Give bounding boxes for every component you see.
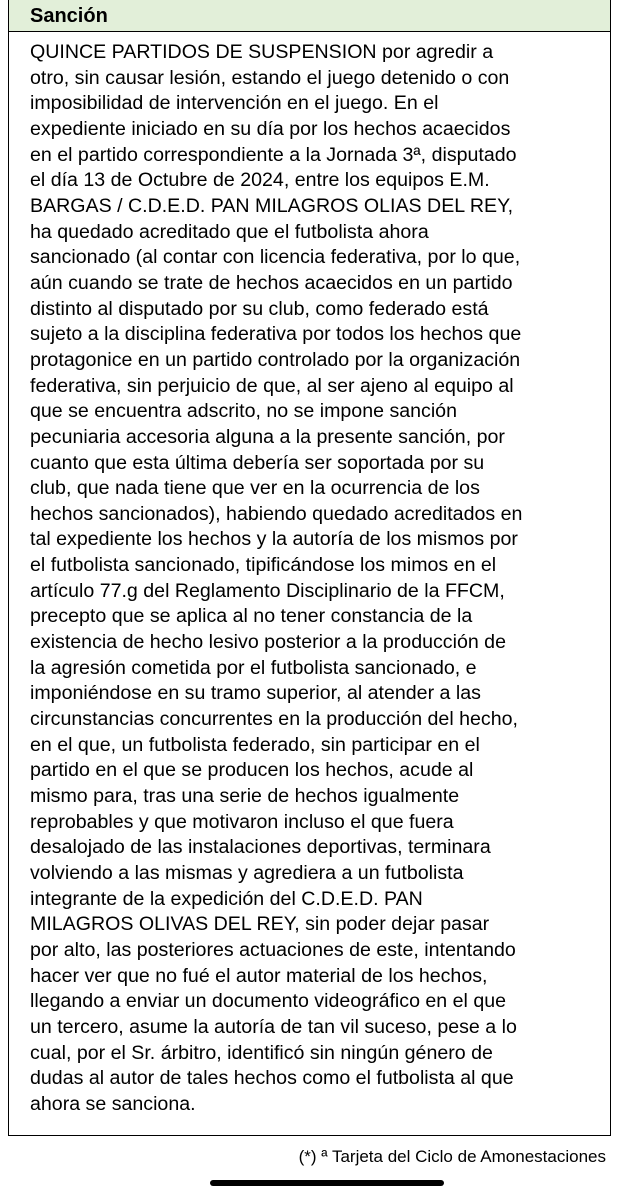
sanction-text-line: hechos sancionados), habiendo quedado acreditados en [30, 502, 523, 525]
sanction-text-line: precepto que se aplica al no tener constancia de la [30, 605, 473, 628]
sanction-text-line: integrante de la expedición del C.D.E.D. PAN [30, 887, 423, 910]
sanction-text [9, 32, 610, 1135]
sanction-text-line: el futbolista sancionado, tipificándose los mimos en el [30, 554, 497, 577]
sanction-text-line: ha quedado acreditado que el futbolista ahora [30, 220, 429, 243]
sanction-text-line: protagonice en un partido controlado por la organización [30, 348, 521, 371]
sanction-text-line: aún cuando se trate de hechos acaecidos en un partido [30, 271, 513, 294]
sanction-text-line: la agresión cometida por el futbolista sancionado, e [30, 656, 477, 679]
sanction-text-line: dudas al autor de tales hechos como el futbolista al que [30, 1067, 514, 1090]
sanction-text-line: cual, por el Sr. árbitro, identificó sin ningún género de [30, 1041, 493, 1064]
sanction-text-line: imposibilidad de intervención en el juego. En el [30, 92, 439, 115]
sanction-text-line: BARGAS / C.D.E.D. PAN MILAGROS OLIAS DEL REY, [30, 194, 514, 217]
sanction-text-line: MILAGROS OLIVAS DEL REY, sin poder dejar pasar [30, 913, 490, 936]
sanction-text-line: imponiéndose en su tramo superior, al atender a las [30, 682, 481, 705]
sanction-text-line: partido en el que se producen los hechos, acude al [30, 759, 474, 782]
sanction-text-line: existencia de hecho lesivo posterior a la producción de [30, 631, 506, 654]
sanction-text-line: ahora se sanciona. [30, 1092, 196, 1115]
sanction-text-line: por alto, las posteriores actuaciones de este, intentando [30, 938, 516, 961]
sanction-text-line: en el partido correspondiente a la Jornada 3ª, disputado [30, 143, 517, 166]
sanction-text-line: volviendo a las mismas y agrediera a un futbolista [30, 862, 464, 884]
sanction-text-line: sujeto a la disciplina federativa por todos los hechos que [30, 323, 522, 346]
sanction-text-line: reprobables y que motivaron incluso el que fuera [30, 810, 454, 833]
sanction-text-line: un tercero, asume la autoría de tan vil suceso, pese a lo [30, 1015, 517, 1038]
sanction-text-line: tal expediente los hechos y la autoría de los mismos por [30, 528, 518, 551]
home-indicator[interactable] [210, 1180, 444, 1186]
sanction-text-line: otro, sin causar lesión, estando el juego detenido o con [30, 66, 510, 89]
sanction-text-line: desalojado de las instalaciones deportivas, terminara [30, 836, 491, 859]
sanction-text-line: el día 13 de Octubre de 2024, entre los equipos E.M. [30, 169, 490, 192]
sanction-text-line: QUINCE PARTIDOS DE SUSPENSION por agredir a [30, 41, 494, 63]
sanction-text-line: mismo para, tras una serie de hechos igualmente [30, 785, 460, 808]
sanction-text-line: artículo 77.g del Reglamento Disciplinario de la FFCM, [30, 579, 505, 602]
sanction-text-line: expediente iniciado en su día por los hechos acaecidos [30, 117, 511, 140]
sanction-text-line: hacer ver que no fué el autor material de los hechos, [30, 964, 488, 987]
section-title: Sanción [30, 5, 108, 27]
sanction-table [8, 0, 611, 1136]
footnote: (*) ª Tarjeta del Ciclo de Amonestaciones [298, 1147, 606, 1166]
sanction-text-line: que se encuentra adscrito, no se impone sanción [30, 400, 457, 423]
sanction-text-line: en el que, un futbolista federado, sin participar en el [30, 733, 480, 756]
sanction-text-line: club, que nada tiene que ver en la ocurrencia de los [30, 477, 480, 500]
sanction-text-line: circunstancias concurrentes en la producción del hecho, [30, 708, 518, 731]
sanction-text-line: pecuniaria accesoria alguna a la presente sanción, por [30, 425, 505, 448]
section-header [9, 0, 610, 32]
sanction-text-line: cuanto que esta última debería ser soportada por su [30, 451, 485, 474]
sanction-text-line: distinto al disputado por su club, como federado está [30, 297, 489, 320]
sanction-text-line: federativa, sin perjuicio de que, al ser ajeno al equipo al [30, 374, 514, 397]
sanction-text-line: sancionado (al contar con licencia federativa, por lo que, [30, 246, 521, 269]
sanction-text-line: llegando a enviar un documento videográfico en el que [30, 990, 507, 1013]
